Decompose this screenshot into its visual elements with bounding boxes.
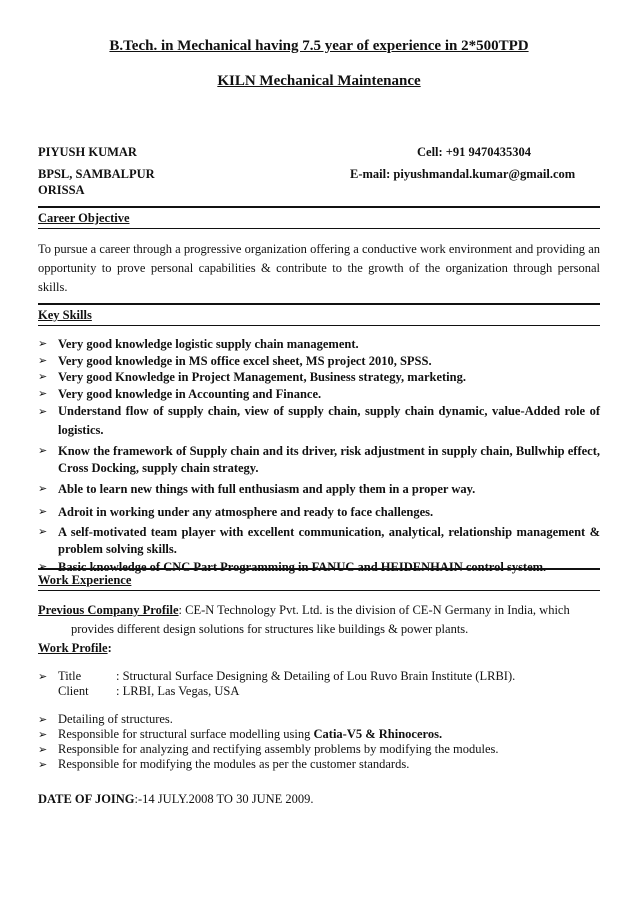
arrowhead-bullet-icon: ➢	[38, 337, 48, 350]
previous-company-label: Previous Company Profile	[38, 603, 179, 617]
key-skills-heading	[38, 303, 600, 326]
address-line1: BPSL, SAMBALPUR	[38, 167, 155, 181]
list-item: ➢ Very good knowledge in MS office excel sheet, MS project 2010, SPSS.	[38, 353, 432, 368]
arrowhead-bullet-icon: ➢	[38, 728, 48, 741]
previous-company-line1	[38, 603, 570, 618]
project-title-row	[38, 669, 515, 684]
arrowhead-bullet-icon: ➢	[38, 670, 48, 683]
career-objective-text: To pursue a career through a progressive organization offering a conductive work environment and providing an opportunity to prove personal capabilities & contribute to the growth of the organization through personal skills.	[38, 242, 600, 294]
arrowhead-bullet-icon: ➢	[38, 758, 48, 771]
work-profile-label: Work Profile	[38, 641, 108, 655]
work-profile-line: Work Profile:	[38, 641, 112, 655]
client-row	[58, 684, 239, 699]
candidate-name: PIYUSH KUMAR	[38, 145, 137, 159]
list-item: ➢ Detailing of structures.	[38, 712, 173, 726]
previous-company-desc1: : CE-N Technology Pvt. Ltd. is the division of CE-N Germany in India, which	[178, 603, 570, 617]
work-experience-heading	[38, 568, 600, 591]
list-item: ➢ Able to learn new things with full enthusiasm and apply them in a proper way.	[38, 482, 476, 496]
key-skills-heading-text: Key Skills	[38, 308, 92, 322]
list-item: ➢ Responsible for analyzing and rectifying assembly problems by modifying the modules.	[38, 742, 499, 756]
arrowhead-bullet-icon: ➢	[38, 713, 48, 726]
arrowhead-bullet-icon: ➢	[38, 504, 48, 518]
email-address: E-mail: piyushmandal.kumar@gmail.com	[350, 167, 576, 181]
work-experience-heading-text: Work Experience	[38, 573, 132, 587]
list-item: ➢ Responsible for modifying the modules as per the customer standards.	[38, 757, 410, 771]
arrowhead-bullet-icon: ➢	[38, 353, 48, 367]
career-objective-heading-text: Career Objective	[38, 211, 130, 225]
cell-number: Cell: +91 9470435304	[417, 145, 532, 159]
title-value: : Structural Surface Designing & Detailing of Lou Ruvo Brain Institute (LRBI).	[116, 669, 516, 683]
client-label: Client	[58, 684, 89, 698]
arrowhead-bullet-icon: ➢	[38, 525, 48, 538]
list-item: ➢ Understand flow of supply chain, view of supply chain, supply chain dynamic, value-Added role of logistics.	[38, 404, 600, 437]
arrowhead-bullet-icon: ➢	[38, 743, 48, 756]
arrowhead-bullet-icon: ➢	[38, 405, 48, 418]
arrowhead-bullet-icon: ➢	[38, 482, 48, 495]
date-of-joining	[38, 792, 314, 807]
key-skills-list	[38, 336, 600, 576]
career-objective-heading	[38, 206, 600, 229]
resume-headline: B.Tech. in Mechanical having 7.5 year of experience in 2*500TPD	[109, 38, 529, 54]
list-item: ➢ Basic knowledge of CNC Part Programming in FANUC and HEIDENHAIN control system.	[38, 560, 547, 574]
address-line2: ORISSA	[38, 183, 85, 197]
list-item: ➢ Responsible for structural surface modelling using Catia-V5 & Rhinoceros.	[38, 727, 443, 741]
arrowhead-bullet-icon: ➢	[38, 560, 48, 573]
list-item: ➢ Adroit in working under any atmosphere and ready to face challenges.	[38, 504, 434, 519]
arrowhead-bullet-icon: ➢	[38, 370, 48, 383]
duties-list	[38, 712, 600, 772]
client-value: : LRBI, Las Vegas, USA	[116, 684, 240, 698]
list-item: ➢ Know the framework of Supply chain and its driver, risk adjustment in supply chain, Bullwhip effect, Cross Docking, supply chain strategy.	[38, 444, 600, 475]
resume-subheadline: KILN Mechanical Maintenance	[217, 73, 421, 89]
title-label: Title	[58, 669, 82, 683]
previous-company-line2: provides different design solutions for structures like buildings & power plants.	[71, 622, 469, 636]
date-label: DATE OF JOING	[38, 792, 135, 806]
list-item: ➢ Very good knowledge logistic supply chain management.	[38, 337, 359, 351]
list-item: ➢ Very good Knowledge in Project Management, Business strategy, marketing.	[38, 370, 466, 384]
arrowhead-bullet-icon: ➢	[38, 386, 48, 400]
list-item: ➢ A self-motivated team player with excellent communication, analytical, relationship management & problem solving skills.	[38, 525, 600, 556]
arrowhead-bullet-icon: ➢	[38, 444, 48, 457]
date-value: :-14 JULY.2008 TO 30 JUNE 2009.	[134, 792, 314, 806]
list-item: ➢ Very good knowledge in Accounting and Finance.	[38, 386, 322, 401]
